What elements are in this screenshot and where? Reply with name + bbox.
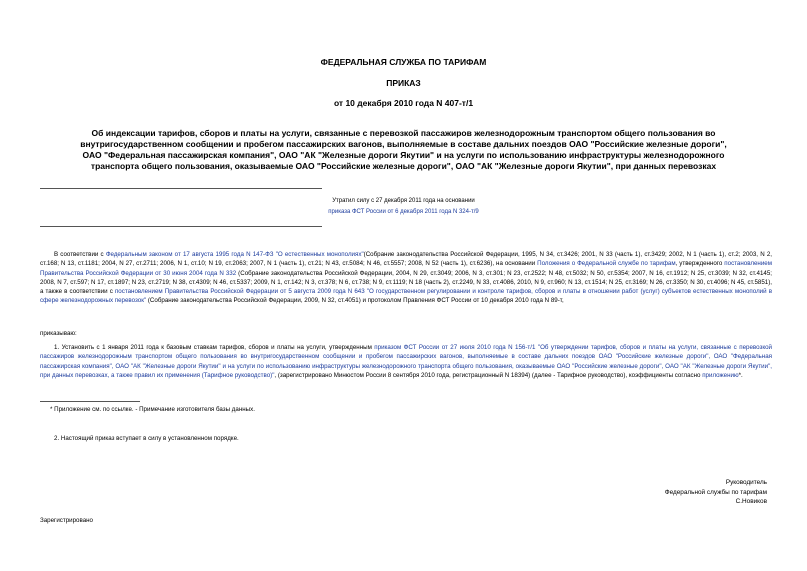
item-2: 2. Настоящий приказ вступает в силу в установленном порядке. (54, 435, 239, 442)
divider-top (40, 188, 322, 189)
order-word: приказываю: (40, 330, 77, 337)
doc-date-number: от 10 декабря 2010 года N 407-т/1 (333, 98, 474, 108)
signature-agency: Федеральной службы по тарифам (664, 488, 767, 496)
government-decree-643-link[interactable]: постановлением Правительства Российской Федерации от 5 августа 2009 года N 643 "О государственном регулировании и контроле тарифов, сборов и платы в отношении работ (услуг) субъектов естественных монополий в сфере железнодорожных перевозок" (40, 288, 772, 305)
fst-order-156-link[interactable]: приказом ФСТ России от 27 июля 2010 года N 156-т/1 "Об утверждении тарифов, сборов и платы на услуги, связанные с перевозкой пассажиров железнодорожным транспортом общего пользования во внутригосударственном сообщении и пробегом пассажирских вагонов, выполняемые в составе дальних поездов ОАО "Российские железные дороги", ОАО "Федеральная пассажирская компания", ОАО "АК "Железные дороги Якутии" и на услуги по использованию инфраструктуры железнодорожного транспорта общего пользования, оказываемые ОАО "Российские железные дороги", ОАО "АК "Железные дороги Якутии", при данных перевозках, а также правил их применения (Тарифное руководство)" (40, 344, 773, 379)
preamble-text-5: (Собрание законодательства Российской Федерации, 2009, N 32, ст.4051) и протоколом Правления ФСТ России от 10 декабря 2010 года N 89-т, (146, 297, 564, 305)
doc-type: ПРИКАЗ (386, 78, 421, 88)
item-1-text-2: , (зарегистрировано Минюстом России 8 сентября 2010 года, регистрационный N 18394) (далее - Тарифное руководство), коэффициенты согласно (274, 371, 703, 379)
preamble-text-4: (Собрание законодательства Российской Федерации, 2004, N 29, ст.3049; 2006, N 3, ст.301; N 23, ст.2522; N 48, ст.5032; N 50, ст.5354; 2007, N 16, ст.1912; N 25, ст.3039; N 32, ст.4145; 2008, N 7, ст.597; N 17, ст.1897; N 23, ст.2719; N 38, ст.4309; N 46, ст.5337; 2009, N 1, ст.142; N 3, ст.378; N 6, ст.738; N 9, ст.1119; N 18 (часть 2), ст.2249, N 33, ст.4086, 2010, N 9, ст.960; N 13, ст.1514; N 25, ст.3169; N 26, ст.3350; N 30, ст.4096; N 45, ст.5851), а также в соответствии с (40, 269, 772, 296)
signature-position: Руководитель (725, 479, 767, 486)
preamble-text-3: , утвержденного (675, 260, 725, 268)
status-note (240, 196, 567, 218)
repeal-order-link[interactable]: приказа ФСТ России от 6 декабря 2011 года N 324-т/9 (328, 209, 479, 215)
preamble-text-1: В соответствии с (54, 251, 106, 258)
signature-name: С.Новиков (735, 498, 767, 505)
item-1-paragraph (40, 343, 772, 380)
agency-title: ФЕДЕРАЛЬНАЯ СЛУЖБА ПО ТАРИФАМ (320, 57, 487, 67)
registered-label: Зарегистрировано (40, 517, 93, 524)
federal-law-link[interactable]: Федеральным законом от 17 августа 1995 года N 147-ФЗ "О естественных монополиях" (105, 251, 364, 258)
signature-block (665, 478, 767, 507)
item-1-text-1: 1. Установить с 1 января 2011 года к базовым ставкам тарифов, сборов и платы на услуги, утвержденным (54, 344, 375, 351)
item-1-text-3: *. (738, 371, 743, 379)
divider-bottom (40, 226, 322, 227)
footnote: * Приложение см. по ссылке. - Примечание изготовителя базы данных. (50, 406, 255, 413)
preamble-paragraph (40, 250, 772, 306)
status-note-text: Утратил силу с 27 декабря 2011 года на основании (332, 198, 475, 204)
order-subject: Об индексации тарифов, сборов и платы на услуги, связанные с перевозкой пассажиров железнодорожным транспортом общего пользования во внутригосударственном сообщении и пробегом пассажирских вагонов, выполняемые в составе дальних поездов ОАО "Российские железные дороги", ОАО "Федеральная пассажирская компания", ОАО "АК "Железные дороги Якутии" и на услуги по использованию инфраструктуры железнодорожного транспорта общего пользования, оказываемые ОАО "Российские железные дороги", ОАО "АК "Железные дороги Якутии", при данных перевозках (80, 128, 727, 171)
government-decree-332-link[interactable]: постановлением Правительства Российской Федерации от 30 июня 2004 года N 332 (40, 260, 772, 277)
fst-regulation-link[interactable]: Положения о Федеральной службе по тарифам (537, 260, 676, 268)
appendix-link[interactable]: приложению (702, 371, 739, 379)
footnote-divider (40, 401, 140, 402)
preamble-text-2: (Собрание законодательства Российской Федерации, 1995, N 34, ст.3426; 2001, N 33 (часть 1), ст.3429; 2002, N 1 (часть 1), ст.2; 2003, N 2, ст.168; N 13, ст.1181; 2004, N 27, ст.2711; 2006, N 1, ст.10; N 19, ст.2063; 2007, N 1 (часть 1), ст.21; N 43, ст.5084; N 46, ст.5557; 2008, N 52 (часть 1), ст.6236), на основании (40, 251, 772, 268)
